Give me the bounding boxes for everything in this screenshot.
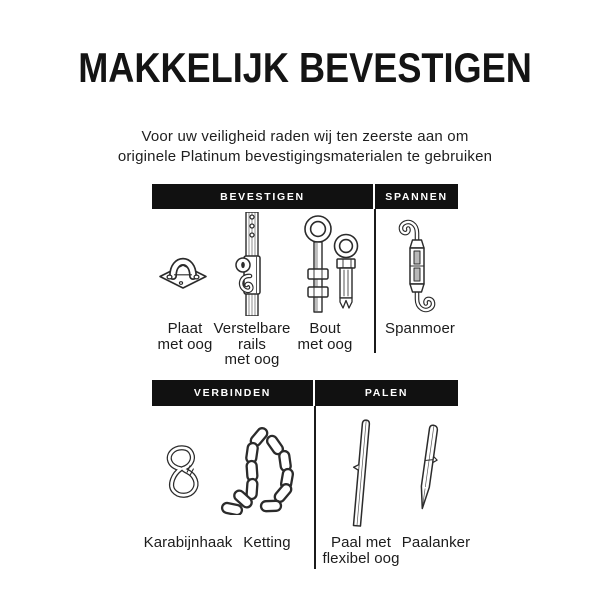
label-paalanker: Paalanker: [401, 534, 471, 551]
subtitle-line-2: originele Platinum bevestigingsmaterialen te gebruiken: [117, 148, 493, 165]
label-paal-met-flexibel-oog: Paal met flexibel oog: [322, 534, 400, 567]
turnbuckle-icon: [393, 216, 441, 316]
carabiner-icon: [162, 443, 206, 499]
section-header-bevestigen: BEVESTIGEN: [152, 184, 373, 209]
pole-with-flexible-eye-icon: [348, 418, 376, 530]
label-plaat-met-oog: Plaat met oog: [157, 320, 213, 353]
chain-icon: [219, 427, 297, 515]
section-header-spannen: SPANNEN: [375, 184, 458, 209]
safety-subtitle: [10, 127, 600, 167]
header-bar-row-2: [152, 380, 458, 406]
label-spanmoer: Spanmoer: [384, 320, 455, 337]
section-header-verbinden: VERBINDEN: [152, 380, 313, 406]
header-bar-row-1: [152, 184, 458, 209]
label-karabijnhaak: Karabijnhaak: [143, 534, 233, 551]
subtitle-line-1: Voor uw veiligheid raden wij ten zeerste aan om: [141, 128, 469, 145]
label-ketting: Ketting: [243, 534, 291, 551]
eye-bolt-icon: [294, 213, 366, 317]
label-bout-met-oog: Bout met oog: [297, 320, 353, 353]
plate-with-eye-icon: [156, 250, 210, 292]
label-verstelbare-rails-met-oog: Verstelbare rails met oog: [213, 320, 291, 368]
section-header-palen: PALEN: [315, 380, 458, 406]
adjustable-rail-with-eye-icon: [233, 212, 269, 316]
page-title: MAKKELIJK BEVESTIGEN: [78, 44, 532, 91]
pole-anchor-icon: [411, 423, 445, 527]
